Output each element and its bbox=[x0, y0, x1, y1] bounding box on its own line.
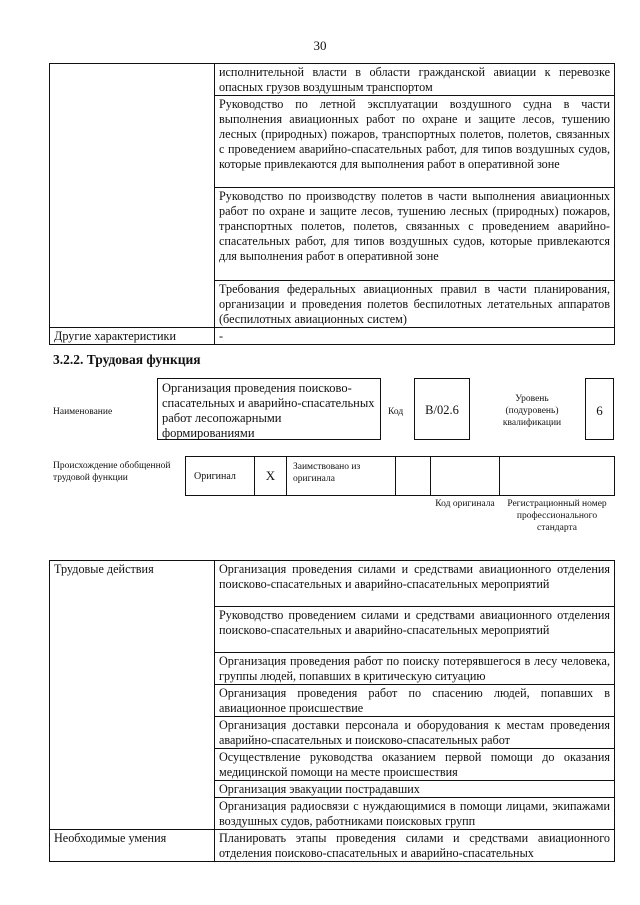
labor-action-item: Организация проведения силами и средствами авиационного отделения поисково-спасательных и аварийно-спасательных мероприятий bbox=[215, 561, 615, 607]
skill-item: Планировать этапы проведения силами и средствами авиационного отделения поисково-спасательных и аварийно-спасательных bbox=[215, 830, 615, 862]
code-value-box: B/02.6 bbox=[414, 378, 470, 440]
origin-label: Происхождение обобщенной трудовой функции bbox=[53, 461, 171, 483]
labor-action-item: Организация эвакуации пострадавших bbox=[215, 781, 615, 798]
other-characteristics-value: - bbox=[215, 328, 615, 345]
registration-number-box bbox=[499, 456, 615, 496]
labor-action-item: Руководство проведением силами и средствами авиационного отделения поисково-спасательных и аварийно-спасательных мероприятий bbox=[215, 607, 615, 653]
labor-action-item: Организация проведения работ по спасению людей, попавших в авиационное происшествие bbox=[215, 685, 615, 717]
table-cell-text: Руководство по летной эксплуатации воздушного судна в части выполнения авиационных работ по охране и защите лесов, тушению лесных (природных) пожаров, транспортных полетов, полетов, связанных с проведением аварийно-спасательных работ, для типов воздушных судов, которые привлекаются для выполнения работ в оперативной зоне bbox=[215, 96, 615, 188]
registration-number-caption: Регистрационный номер профессионального стандарта bbox=[507, 499, 607, 533]
empty-origin-box bbox=[395, 456, 431, 496]
level-label: Уровень (подуровень) квалификации bbox=[502, 394, 562, 428]
name-label: Наименование bbox=[53, 407, 113, 417]
labor-action-item: Организация проведения работ по поиску потерявшегося в лесу человека, группы людей, попавших в критическую ситуацию bbox=[215, 653, 615, 685]
table-cell-text: Требования федеральных авиационных правил в части планирования, организации и проведения полетов беспилотных летательных аппаратов (беспилотных авиационных систем) bbox=[215, 281, 615, 328]
section-title: 3.2.2. Трудовая функция bbox=[53, 352, 201, 367]
required-skills-label: Необходимые умения bbox=[50, 830, 215, 862]
table-cell-text: Руководство по производству полетов в части выполнения авиационных работ по охране и защите лесов, тушению лесных (природных) пожаров, транспортных полетов, полетов, связанных с проведением аварийно-спасательных работ, для типов воздушных судов, которые привлекаются для выполнения работ в оперативной зоне bbox=[215, 188, 615, 281]
function-name-box: Организация проведения поисково-спасательных и аварийно-спасательных работ лесопожарными формированиями bbox=[157, 378, 381, 440]
borrowed-label-box: Заимствовано из оригинала bbox=[286, 456, 396, 496]
original-mark-box: X bbox=[254, 456, 287, 496]
page-number: 30 bbox=[313, 38, 327, 53]
requirements-table-continuation bbox=[49, 63, 615, 345]
table-label-cell bbox=[50, 64, 215, 328]
other-characteristics-label: Другие характеристики bbox=[50, 328, 215, 345]
original-label-box: Оригинал bbox=[185, 456, 255, 496]
labor-action-item: Осуществление руководства оказанием первой помощи до оказания медицинской помощи на месте происшествия bbox=[215, 749, 615, 781]
table-cell-text: исполнительной власти в области гражданской авиации к перевозке опасных грузов воздушным транспортом bbox=[215, 64, 615, 96]
labor-action-item: Организация радиосвязи с нуждающимися в помощи лицами, экипажами воздушных судов, работниками поисковых групп bbox=[215, 798, 615, 830]
level-value-box: 6 bbox=[585, 378, 614, 440]
original-code-box bbox=[430, 456, 500, 496]
labor-action-item: Организация доставки персонала и оборудования к местам проведения аварийно-спасательных и поисково-спасательных работ bbox=[215, 717, 615, 749]
labor-actions-label: Трудовые действия bbox=[50, 561, 215, 830]
original-code-caption: Код оригинала bbox=[435, 499, 495, 509]
code-label: Код bbox=[388, 407, 404, 417]
labor-function-table bbox=[49, 560, 615, 862]
